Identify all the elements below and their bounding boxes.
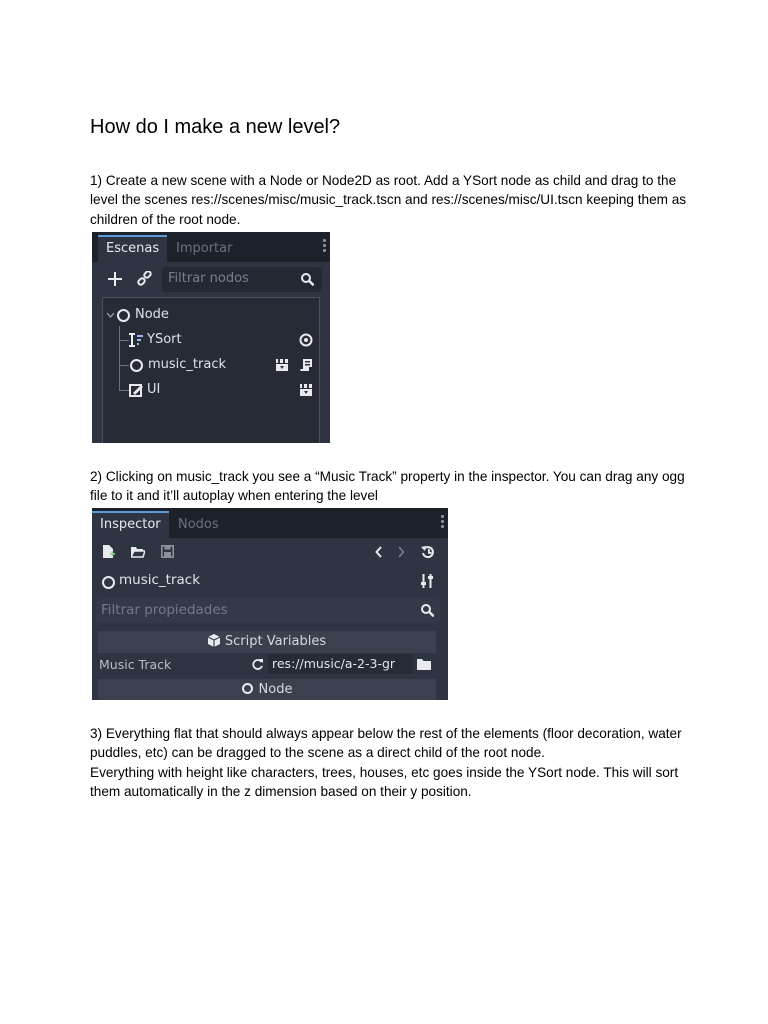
- scene-dock: [92, 232, 330, 443]
- tree-label-ui: UI: [147, 382, 161, 397]
- step-3-line-2: Everything with height like characters, trees, houses, etc goes inside the YSort node. This will sort them automatically in the z dimension based on their y position.: [90, 764, 679, 800]
- history-icon[interactable]: [421, 545, 435, 559]
- tree-row-ysort[interactable]: [129, 329, 315, 351]
- ysort-icon: [129, 333, 143, 347]
- scene-tree: [102, 297, 320, 443]
- menu-kebab-icon[interactable]: [323, 239, 326, 254]
- chevron-left-icon[interactable]: [375, 546, 383, 558]
- filter-nodes-placeholder: Filtrar nodos: [168, 271, 249, 286]
- inspector-dock-tabbar: [92, 508, 448, 538]
- inspector-dock: [92, 508, 448, 700]
- chevron-down-icon[interactable]: [107, 312, 114, 318]
- tree-guide-branch: [119, 365, 129, 366]
- section-node-label: Node: [258, 682, 293, 697]
- section-script-variables[interactable]: [98, 631, 436, 653]
- node-icon: [117, 309, 130, 322]
- new-file-icon[interactable]: [102, 545, 115, 559]
- inspected-node-name: music_track: [119, 572, 201, 588]
- cube-icon: [208, 634, 220, 647]
- link-icon[interactable]: [137, 271, 152, 286]
- section-node[interactable]: [98, 679, 436, 700]
- clapperboard-icon[interactable]: [299, 383, 313, 397]
- step-3-text: [90, 724, 690, 802]
- search-icon: [301, 273, 314, 286]
- eye-icon[interactable]: [299, 333, 313, 347]
- sliders-icon[interactable]: [421, 574, 433, 588]
- tree-guide-branch: [119, 340, 129, 341]
- search-icon: [421, 604, 434, 617]
- filter-properties-input[interactable]: [96, 599, 440, 623]
- tab-inspector[interactable]: Inspector: [92, 511, 169, 538]
- inspector-dock-body: [92, 538, 448, 700]
- control-icon: [129, 383, 143, 397]
- chevron-right-icon[interactable]: [397, 546, 405, 558]
- save-icon[interactable]: [161, 545, 174, 558]
- tree-row-music-track[interactable]: [129, 354, 315, 376]
- tab-escenas[interactable]: Escenas: [98, 235, 167, 262]
- section-script-variables-label: Script Variables: [224, 634, 327, 649]
- tab-nodos[interactable]: Nodos: [178, 517, 219, 532]
- revert-icon[interactable]: [252, 658, 264, 670]
- tree-row-ui[interactable]: [129, 379, 315, 401]
- tree-row-root[interactable]: [107, 304, 307, 326]
- property-music-track-label: Music Track: [99, 657, 172, 672]
- node-icon: [102, 576, 115, 589]
- filter-properties-placeholder: Filtrar propiedades: [101, 602, 228, 618]
- folder-icon[interactable]: [417, 659, 431, 670]
- clapperboard-icon[interactable]: [275, 358, 289, 372]
- scene-dock-tabbar: [92, 232, 330, 262]
- plus-icon[interactable]: [108, 272, 122, 286]
- tab-importar[interactable]: Importar: [176, 241, 233, 256]
- filter-nodes-input[interactable]: [162, 267, 322, 292]
- node-icon: [130, 359, 143, 372]
- script-icon[interactable]: [299, 358, 313, 372]
- page-title: How do I make a new level?: [90, 116, 341, 138]
- scene-dock-body: [92, 262, 330, 443]
- tree-label-ysort: YSort: [147, 332, 182, 347]
- node-icon: [242, 683, 253, 694]
- tree-guide-branch: [119, 390, 129, 391]
- step-2-text: 2) Clicking on music_track you see a “Music Track” property in the inspector. You can drag any ogg file to it and it’ll autoplay when entering the level: [90, 469, 685, 504]
- tree-guide-line: [119, 326, 120, 391]
- property-music-track-value[interactable]: res://music/a-2-3-gr: [268, 654, 413, 674]
- step-1-text: 1) Create a new scene with a Node or Node2D as root. Add a YSort node as child and drag to the level the scenes res://scenes/misc/music_track.tscn and res://scenes/misc/UI.tscn keeping them as children of the root node.: [90, 173, 687, 227]
- tree-label-music-track: music_track: [148, 357, 227, 372]
- folder-open-icon[interactable]: [131, 546, 145, 558]
- step-3-line-1: 3) Everything flat that should always appear below the rest of the elements (floor decoration, water puddles, etc) can be dragged to the scene as a direct child of the root node.: [90, 726, 682, 761]
- menu-kebab-icon[interactable]: [441, 515, 444, 530]
- tree-label-node: Node: [135, 307, 169, 322]
